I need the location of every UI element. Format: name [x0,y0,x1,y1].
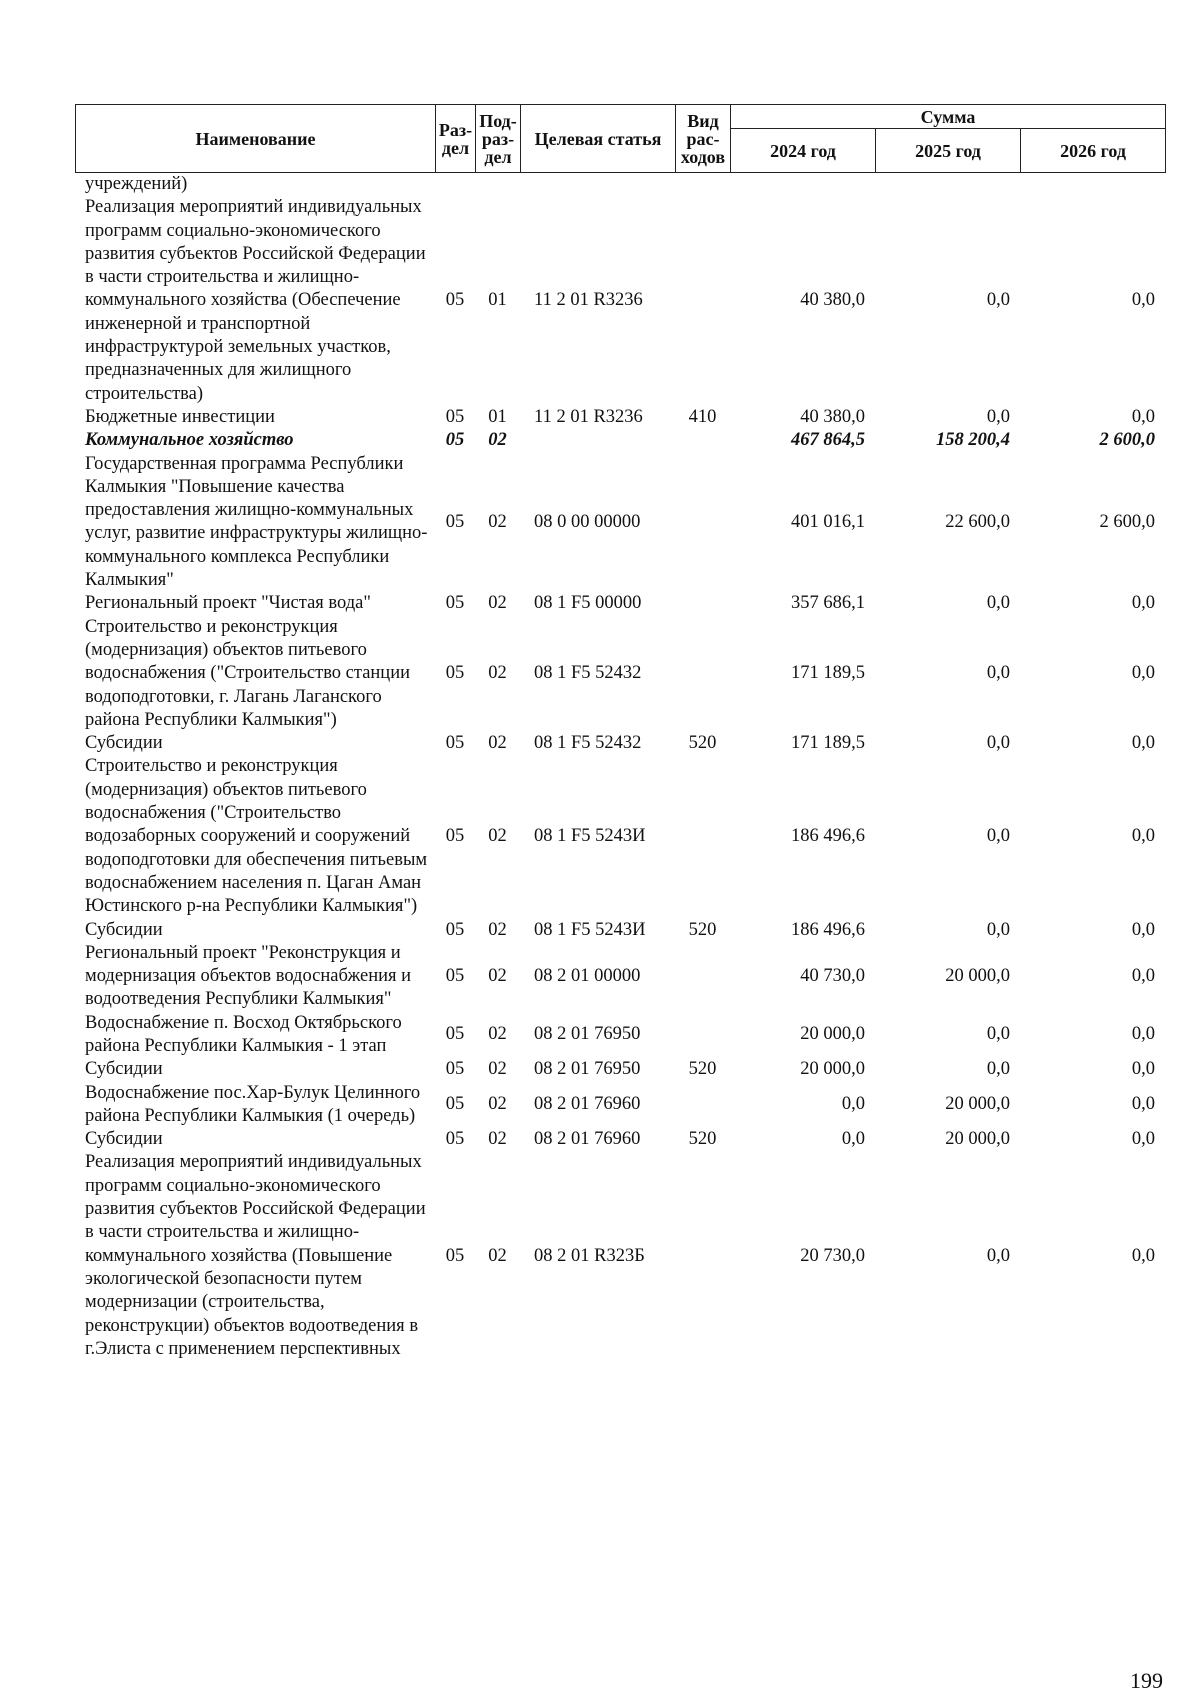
table-row [75,173,1165,196]
header-vid: Вид рас-ходов [676,105,731,173]
row-celevaya: 08 2 01 76950 [534,1024,641,1045]
row-podrazdel: 02 [488,826,507,847]
row-2024: 401 016,1 [791,511,865,532]
row-2026: 0,0 [1131,966,1155,987]
header-2025: 2025 год [876,129,1021,173]
row-razdel: 05 [445,1059,465,1080]
table-row [75,755,1165,918]
row-2025: 0,0 [986,733,1010,754]
row-2024: 0,0 [841,1129,865,1150]
row-2026: 0,0 [1131,826,1155,847]
row-2026: 0,0 [1131,1129,1155,1150]
row-razdel: 05 [445,290,465,311]
row-razdel: 05 [445,1094,465,1115]
row-2025: 0,0 [986,593,1010,614]
row-celevaya: 08 1 F5 52432 [534,663,642,684]
row-podrazdel: 02 [488,966,507,987]
row-celevaya: 11 2 01 R3236 [534,406,643,427]
table-row [75,616,1165,732]
table-row [75,1128,1165,1151]
row-name: Региональный проект "Реконструкция и модернизация объектов водоснабжения и водоотведения Республики Калмыкия" [85,942,412,1010]
table-row [75,1082,1165,1129]
row-razdel: 05 [445,1245,465,1266]
row-2024: 40 380,0 [800,406,865,427]
row-celevaya: 08 2 01 76950 [534,1059,641,1080]
row-name: Реализация мероприятий индивидуальных программ социально-экономического развития субъектов Российской Федерации в части строительства и жилищно-коммунального хозяйства (Обеспечение инженерной и транспортной инфраструктурой земельных участков, предназначенных для жилищного строительства) [85,197,426,404]
table-header [75,104,1166,173]
row-podrazdel: 01 [488,290,507,311]
row-2025: 0,0 [986,406,1010,427]
row-name: Субсидии [85,733,163,754]
row-name: учреждений) [85,174,188,194]
row-2026: 0,0 [1131,290,1155,311]
row-2024: 20 000,0 [800,1059,865,1080]
row-2025: 20 000,0 [945,1094,1010,1115]
row-2026: 2 600,0 [1099,430,1155,451]
row-vid: 520 [688,733,717,754]
row-razdel: 05 [445,430,465,451]
row-name: Субсидии [85,1059,163,1080]
row-razdel: 05 [445,733,465,754]
header-2024: 2024 год [731,129,876,173]
row-2026: 0,0 [1131,1245,1155,1266]
row-razdel: 05 [445,966,465,987]
row-name: Бюджетные инвестиции [85,406,275,427]
row-vid: 520 [688,1059,717,1080]
row-2026: 0,0 [1131,1059,1155,1080]
row-2025: 0,0 [986,1245,1010,1266]
row-name: Водоснабжение п. Восход Октябрьского района Республики Калмыкия - 1 этап [85,1012,402,1056]
header-celevaya: Целевая статья [521,105,676,173]
table-row [75,406,1165,429]
row-2025: 0,0 [986,1059,1010,1080]
header-2026: 2026 год [1021,129,1166,173]
row-2026: 0,0 [1131,593,1155,614]
row-name: Субсидии [85,919,163,940]
row-2024: 186 496,6 [791,826,865,847]
row-razdel: 05 [445,919,465,940]
row-celevaya: 11 2 01 R3236 [534,290,643,311]
row-2026: 0,0 [1131,1094,1155,1115]
row-razdel: 05 [445,826,465,847]
table-body [75,173,1165,1361]
table-row [75,942,1165,1012]
row-podrazdel: 02 [488,733,507,754]
row-celevaya: 08 1 F5 52432 [534,733,642,754]
row-celevaya: 08 1 F5 00000 [534,593,642,614]
row-razdel: 05 [445,593,465,614]
row-podrazdel: 02 [488,511,507,532]
row-razdel: 05 [445,511,465,532]
row-podrazdel: 02 [488,593,507,614]
row-podrazdel: 02 [488,1129,507,1150]
table-row [75,1012,1165,1059]
row-2026: 0,0 [1131,919,1155,940]
row-razdel: 05 [445,1129,465,1150]
row-2024: 357 686,1 [791,593,865,614]
header-summa: Сумма [731,105,1166,129]
row-celevaya: 08 1 F5 5243И [534,919,646,940]
table-row [75,429,1165,452]
row-name: Реализация мероприятий индивидуальных программ социально-экономического развития субъектов Российской Федерации в части строительства и жилищно-коммунального хозяйства (Повышение экологической безопасности путем модернизации (строительства, реконструкции) объектов водоотведения в г.Элиста с применением перспективных [85,1152,426,1359]
row-2025: 0,0 [986,1024,1010,1045]
row-2026: 0,0 [1131,733,1155,754]
row-celevaya: 08 2 01 R323Б [534,1245,645,1266]
table-row [75,453,1165,593]
row-name: Субсидии [85,1129,163,1150]
row-podrazdel: 02 [488,1245,507,1266]
row-razdel: 05 [445,1024,465,1045]
table-row [75,919,1165,942]
row-2026: 0,0 [1131,406,1155,427]
table-row [75,196,1165,406]
row-2024: 40 730,0 [800,966,865,987]
row-2026: 2 600,0 [1099,511,1155,532]
row-vid: 520 [688,1129,717,1150]
row-2025: 0,0 [986,663,1010,684]
table-row [75,1151,1165,1361]
row-2024: 186 496,6 [791,919,865,940]
document-page [75,104,1165,1361]
row-celevaya: 08 1 F5 5243И [534,826,646,847]
row-2025: 20 000,0 [945,1129,1010,1150]
row-celevaya: 08 2 01 76960 [534,1129,641,1150]
row-podrazdel: 02 [488,663,507,684]
row-name: Региональный проект "Чистая вода" [85,593,371,614]
row-2024: 20 730,0 [800,1245,865,1266]
row-2024: 40 380,0 [800,290,865,311]
row-name: Строительство и реконструкция (модернизация) объектов питьевого водоснабжения ("Строительство водозаборных сооружений и сооружений водоподготовки для обеспечения питьевым водоснабжением населения п. Цаган Аман Юстинского р-на Республики Калмыкия") [85,756,428,917]
row-2024: 171 189,5 [791,733,865,754]
row-2026: 0,0 [1131,663,1155,684]
row-vid: 520 [688,919,717,940]
row-celevaya: 08 2 01 00000 [534,966,641,987]
row-vid: 410 [688,406,717,427]
row-2025: 22 600,0 [945,511,1010,532]
row-podrazdel: 02 [488,430,507,451]
row-2024: 0,0 [841,1094,865,1115]
row-2026: 0,0 [1131,1024,1155,1045]
table-row [75,732,1165,755]
row-podrazdel: 02 [488,1024,507,1045]
row-name: Государственная программа Республики Калмыкия "Повышение качества предоставления жилищно-коммунальных услуг, развитие инфраструктуры жилищно-коммунального комплекса Республики Калмыкия" [85,453,428,591]
row-podrazdel: 02 [488,1059,507,1080]
header-name: Наименование [76,105,436,173]
row-razdel: 05 [445,663,465,684]
row-podrazdel: 02 [488,1094,507,1115]
header-podrazdel: Под-раз-дел [476,105,521,173]
row-2025: 0,0 [986,290,1010,311]
header-razdel: Раз-дел [436,105,476,173]
row-name: Строительство и реконструкция (модернизация) объектов питьевого водоснабжения ("Строительство станции водоподготовки, г. Лагань Лаганского района Республики Калмыкия") [85,616,411,730]
row-celevaya: 08 0 00 00000 [534,511,641,532]
row-2025: 158 200,4 [936,430,1010,451]
table-row [75,1058,1165,1081]
page-number: 199 [1130,1668,1163,1693]
row-podrazdel: 02 [488,919,507,940]
row-2025: 0,0 [986,919,1010,940]
row-razdel: 05 [445,406,465,427]
row-2024: 20 000,0 [800,1024,865,1045]
row-2024: 467 864,5 [791,430,865,451]
row-name: Коммунальное хозяйство [85,430,294,451]
row-2025: 0,0 [986,826,1010,847]
row-podrazdel: 01 [488,406,507,427]
row-2024: 171 189,5 [791,663,865,684]
row-name: Водоснабжение пос.Хар-Булук Целинного района Республики Калмыкия (1 очередь) [85,1082,421,1126]
table-row [75,592,1165,615]
row-2025: 20 000,0 [945,966,1010,987]
row-celevaya: 08 2 01 76960 [534,1094,641,1115]
